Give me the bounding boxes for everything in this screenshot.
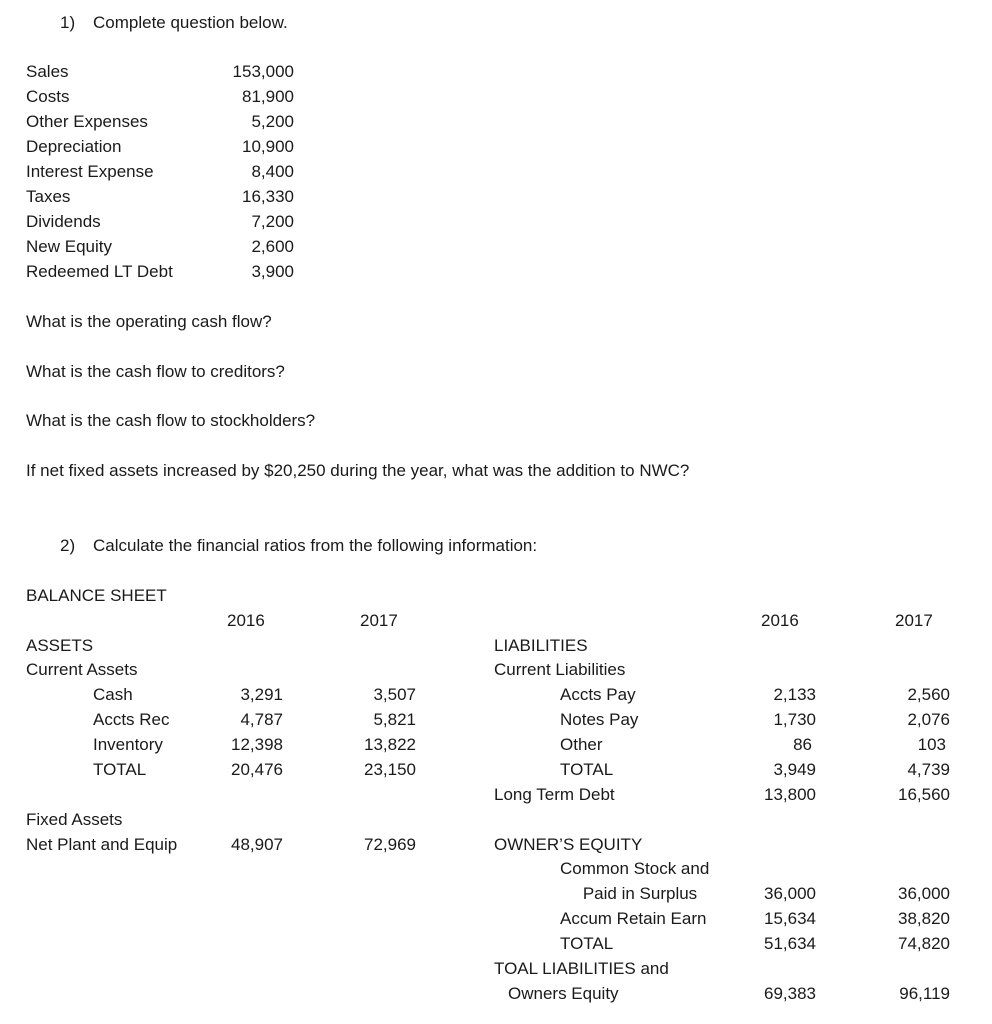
liability-row-2016: 2,133	[773, 685, 816, 704]
fixed-asset-2017: 72,969	[364, 835, 416, 854]
q1-item-value: 16,330	[242, 187, 294, 206]
q1-question: If net fixed assets increased by $20,250 during the year, what was the addition to NWC?	[26, 461, 690, 480]
liabilities-title: LIABILITIES	[494, 636, 588, 655]
current-liabilities-title: Current Liabilities	[494, 660, 626, 679]
retained-earnings-2016: 15,634	[764, 909, 816, 928]
asset-row-2016: 3,291	[240, 685, 283, 704]
asset-row-2016: 20,476	[231, 760, 283, 779]
q1-item-value: 10,900	[242, 137, 294, 156]
q1-item-value: 2,600	[251, 237, 294, 256]
equity-total-2016: 51,634	[764, 934, 816, 953]
asset-row-2016: 4,787	[240, 710, 283, 729]
q1-heading: Complete question below.	[93, 13, 288, 32]
total-liabilities-2016: 69,383	[764, 984, 816, 1003]
q2-number: 2)	[60, 536, 76, 555]
q1-item-label: Depreciation	[26, 137, 122, 156]
common-stock-label-line1: Common Stock and	[560, 859, 710, 878]
liabilities-year-header: 2016	[761, 611, 799, 630]
q1-item-label: Costs	[26, 87, 70, 106]
q1-number: 1)	[60, 13, 76, 32]
q1-item-label: Interest Expense	[26, 162, 154, 181]
equity-total-2017: 74,820	[898, 934, 950, 953]
q1-item-label: Dividends	[26, 212, 101, 231]
common-stock-2016: 36,000	[764, 884, 816, 903]
q1-item-label: Taxes	[26, 187, 71, 206]
retained-earnings-label: Accum Retain Earn	[560, 909, 707, 928]
common-stock-2017: 36,000	[898, 884, 950, 903]
q1-item-value: 5,200	[251, 112, 294, 131]
balance-sheet-title: BALANCE SHEET	[26, 586, 167, 605]
q2-heading: Calculate the financial ratios from the following information:	[93, 536, 538, 555]
asset-row-2017: 23,150	[364, 760, 416, 779]
asset-row-label: TOTAL	[93, 760, 147, 779]
q1-item-value: 153,000	[232, 62, 294, 81]
liability-row-2016: 1,730	[773, 710, 816, 729]
liability-row-label: Other	[560, 735, 603, 754]
retained-earnings-2017: 38,820	[898, 909, 950, 928]
liability-row-2017: 4,739	[907, 760, 950, 779]
liability-row-label: Accts Pay	[560, 685, 636, 704]
q1-item-value: 81,900	[242, 87, 294, 106]
liability-row-label: TOTAL	[560, 760, 614, 779]
q1-question: What is the cash flow to creditors?	[26, 362, 285, 381]
long-term-debt-label: Long Term Debt	[494, 785, 615, 804]
liability-row-2017: 2,560	[907, 685, 950, 704]
q1-item-label: New Equity	[26, 237, 112, 256]
total-liabilities-2017: 96,119	[899, 984, 950, 1003]
assets-title: ASSETS	[26, 636, 94, 655]
q1-item-label: Sales	[26, 62, 69, 81]
q1-item-value: 8,400	[251, 162, 294, 181]
long-term-debt-2016: 13,800	[764, 785, 816, 804]
liabilities-year-header: 2017	[895, 611, 933, 630]
equity-title: OWNER’S EQUITY	[494, 835, 643, 854]
asset-row-2017: 5,821	[373, 710, 416, 729]
long-term-debt-2017: 16,560	[898, 785, 950, 804]
liability-row-2017: 103	[917, 735, 946, 754]
q1-item-value: 3,900	[251, 262, 294, 281]
asset-row-2017: 3,507	[373, 685, 416, 704]
asset-row-label: Inventory	[93, 735, 163, 754]
fixed-asset-label: Net Plant and Equip	[26, 835, 178, 854]
assets-year-header: 2017	[360, 611, 398, 630]
liability-row-label: Notes Pay	[560, 710, 639, 729]
fixed-asset-2016: 48,907	[231, 835, 283, 854]
current-assets-title: Current Assets	[26, 660, 138, 679]
q1-item-label: Other Expenses	[26, 112, 148, 131]
liability-row-2016: 86	[793, 735, 812, 754]
q1-item-value: 7,200	[251, 212, 294, 231]
asset-row-label: Accts Rec	[93, 710, 170, 729]
asset-row-2016: 12,398	[231, 735, 283, 754]
q1-question: What is the operating cash flow?	[26, 312, 272, 331]
fixed-assets-title: Fixed Assets	[26, 810, 123, 829]
q1-item-label: Redeemed LT Debt	[26, 262, 173, 281]
q1-question: What is the cash flow to stockholders?	[26, 411, 316, 430]
common-stock-label-line2: Paid in Surplus	[582, 884, 698, 903]
total-liabilities-label-line1: TOAL LIABILITIES and	[494, 959, 669, 978]
liability-row-2017: 2,076	[907, 710, 950, 729]
assets-year-header: 2016	[227, 611, 265, 630]
total-liabilities-label-line2: Owners Equity	[508, 984, 619, 1003]
asset-row-2017: 13,822	[364, 735, 416, 754]
equity-total-label: TOTAL	[560, 934, 614, 953]
asset-row-label: Cash	[93, 685, 133, 704]
liability-row-2016: 3,949	[773, 760, 816, 779]
